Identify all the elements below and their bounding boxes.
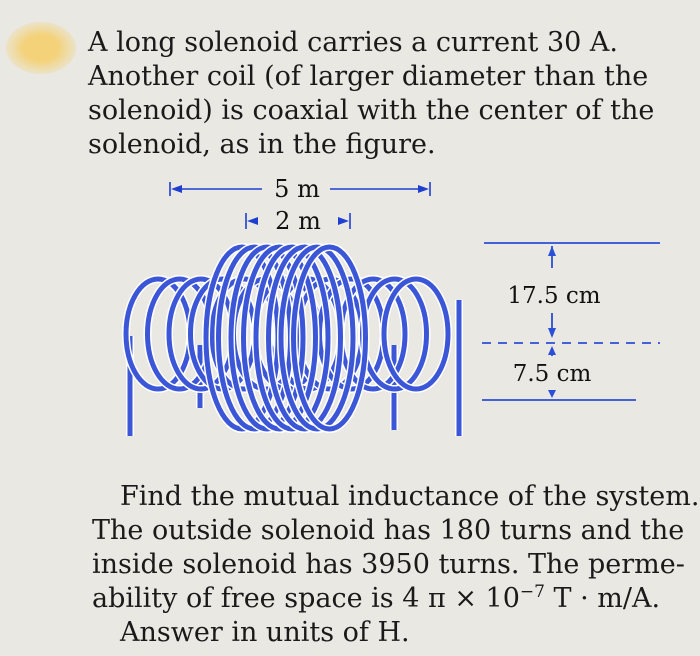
intro-line: Another coil (of larger diameter than the: [88, 61, 649, 92]
arrow-up-icon: [548, 346, 556, 355]
outer-radius-label: 17.5 cm: [507, 283, 601, 309]
formula-units: T · m/A.: [544, 583, 661, 614]
inner-radius-label: 7.5 cm: [512, 361, 592, 387]
question-line: inside solenoid has 3950 turns. The perme-: [92, 549, 685, 580]
intro-line: A long solenoid carries a current 30 A.: [88, 27, 619, 58]
question-line: Find the mutual inductance of the system.: [120, 481, 700, 512]
formula-exponent: −7: [519, 582, 545, 602]
solenoid-coils: [126, 247, 459, 436]
question-line: [92, 582, 661, 616]
intro-line: solenoid, as in the figure.: [88, 129, 436, 160]
arrow-up-icon: [548, 246, 556, 256]
inner-length-label: 2 m: [275, 207, 321, 235]
outer-length-label: 5 m: [274, 175, 320, 203]
question-line: The outside solenoid has 180 turns and the: [92, 515, 685, 546]
arrow-down-icon: [548, 390, 556, 398]
intro-line: solenoid) is coaxial with the center of the: [88, 95, 655, 126]
question-line: Answer in units of H.: [120, 617, 410, 648]
arrow-down-icon: [548, 328, 556, 338]
formula-text: ability of free space is 4 π × 10: [92, 583, 520, 614]
problem-question: [92, 480, 700, 650]
